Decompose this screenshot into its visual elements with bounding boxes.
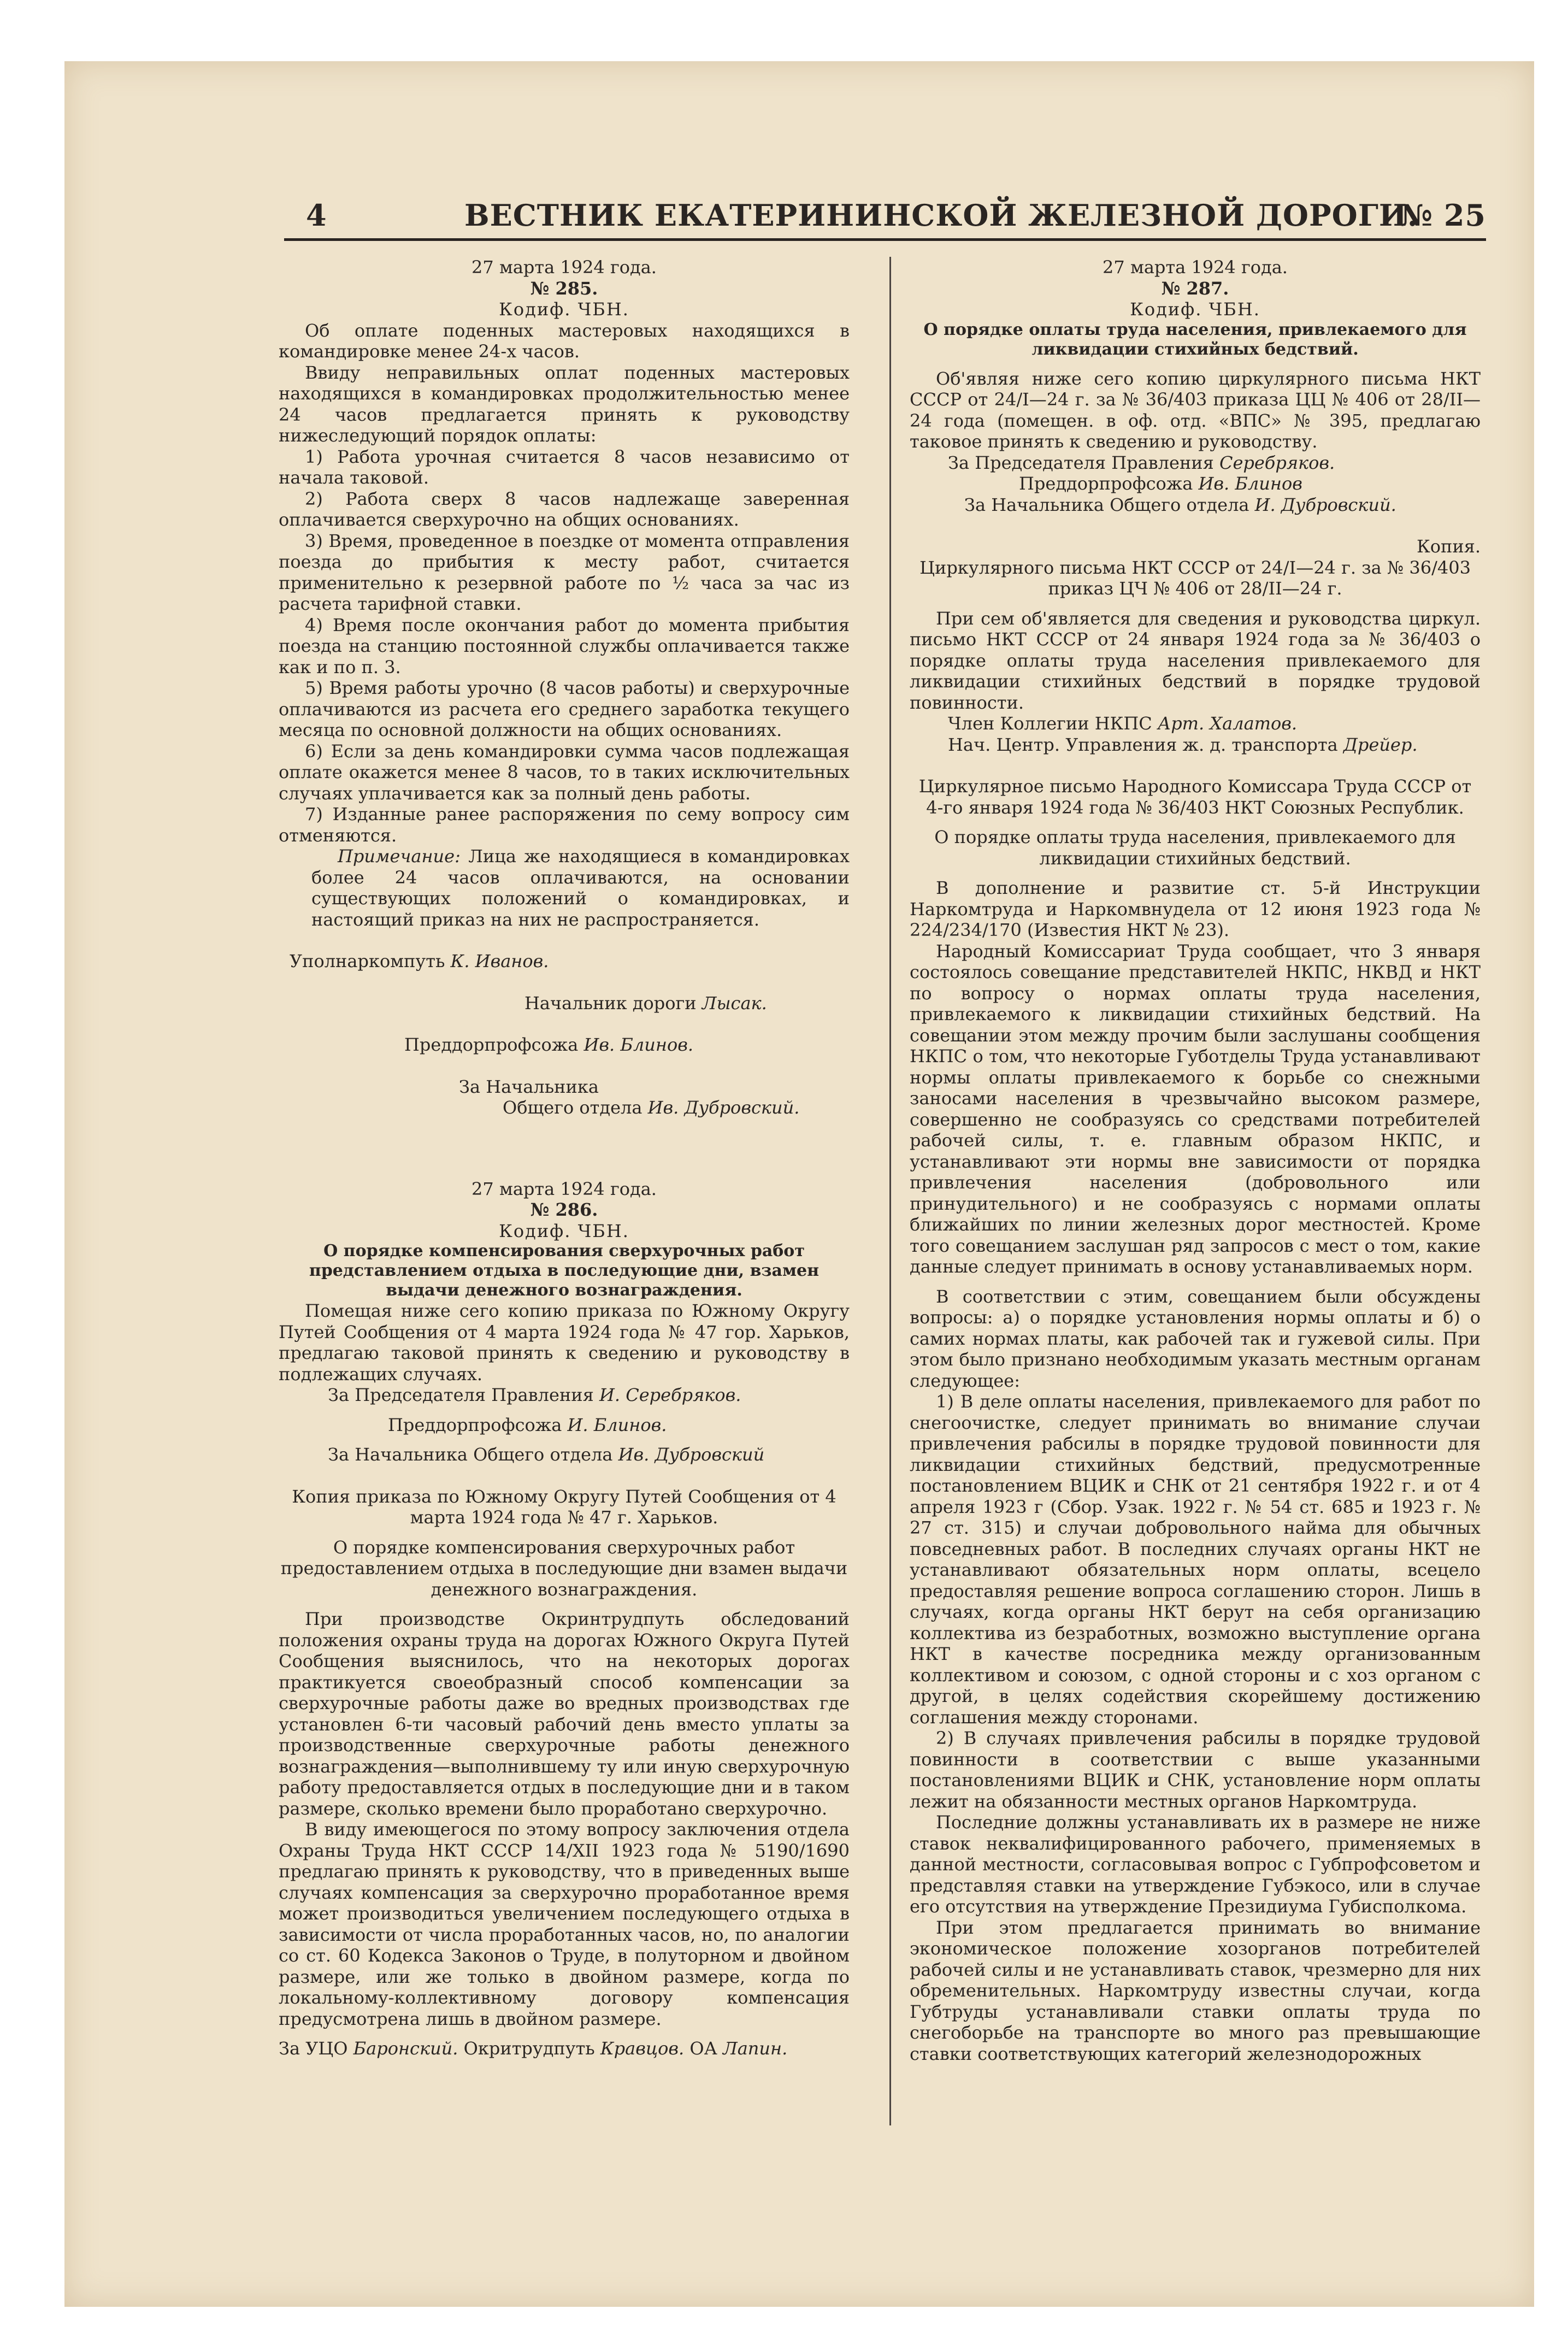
order-285 [279,257,850,1118]
signatory-name: Баронский. [353,2038,458,2059]
paragraph: 3) Время, проведенное в поездке от момента отправления поезда до прибытия к месту работ, считается применительно к резервной работе по ½ часа за час из расчета тарифной ставки. [279,530,850,614]
note [279,846,850,930]
signature: За Начальника Общего отдела И. Дубровский. [964,494,1396,515]
paragraph: 7) Изданные ранее распоряжения по сему вопросу сим отменяются. [279,804,850,846]
paragraph: При сем об'является для сведения и руководства циркул. письмо НКТ СССР от 24 января 1924 года за № 36/403 о порядке оплаты труда населения привлекаемого для ликвидации стихийных бедствий в порядке трудовой повинности. [910,608,1481,713]
order-date: 27 марта 1924 года. [471,1178,657,1199]
paragraph: 5) Время работы урочно (8 часов работы) и сверхурочные оплачиваются из расчета его среднего заработка текущего месяца по основной должности на общих основаниях. [279,678,850,740]
order-number: № 286. [530,1199,598,1220]
signatory-name: И. Дубровский. [1254,494,1396,515]
paragraph: При этом предлагается принимать во внимание экономическое положение хозорганов потребителей рабочей силы и не устанавливать ставок, чрезмерно для них обременительных. Наркомтруду известны случаи, когда Губтруды устанавливали ставки оплаты труда по снегоборьбе на транспорте во много раз превышающие ставки соответствующих категорий железнодорожных [910,1917,1481,2064]
signatory-name: Лапин. [723,2038,788,2059]
order-date: 27 марта 1924 года. [1103,257,1288,278]
signature: За Председателя Правления Серебряков. [948,452,1335,473]
signatory-name: Ив. Блинов. [583,1034,693,1055]
signatory-name: Арт. Халатов. [1157,713,1298,734]
left-column [279,257,850,2136]
signatory-name: Кравцов. [600,2038,685,2059]
order-number: № 285. [530,278,598,299]
paragraph: 6) Если за день командировки сумма часов подлежащая оплате окажется менее 8 часов, то в таких исключительных случаях уплачивается как за полный день работы. [279,740,850,804]
signatory-name: Ив. Блинов [1198,473,1302,494]
signature-role: За Начальника [459,1076,599,1097]
order-number: № 287. [1161,278,1229,299]
page-header [306,198,1486,233]
paragraph: Помещая ниже сего копию приказа по Южному Округу Путей Сообщения от 4 марта 1924 года № 47 гор. Харьков, предлагаю таковой принять к сведению и руководству в подлежащих случаях. [279,1300,850,1385]
order-286 [279,1179,850,2059]
right-column [910,257,1481,2136]
signatory-name: Ив. Дубровский [618,1444,765,1465]
closing-signatures: За УЦО Баронский. Окритрудпуть Кравцов. ОА Лапин. [279,2038,788,2059]
copy-label: Копия. [1416,536,1481,557]
signature: Начальник дороги Лысак. [524,992,767,1014]
paragraph: 2) В случаях привлечения рабсилы в порядке трудовой повинности в соответствии с выше указанными постановлениями ВЦИК и СНК, установление норм оплаты лежит на обязанности местных органов Наркомтруда. [910,1728,1481,1812]
paragraph: 4) Время после окончания работ до момента прибытия поезда на станцию постоянной службы оплачивается также как и по п. 3. [279,614,850,678]
signature: Уполнаркомпуть К. Иванов. [290,951,549,971]
order-heading: О порядке оплаты труда населения, привлекаемого для ликвидации стихийных бедствий. [923,320,1467,359]
signature: Член Коллегии НКПС Арт. Халатов. [948,713,1298,734]
paragraph: Об'являя ниже сего копию циркулярного письма НКТ СССР от 24/I—24 г. за № 36/403 приказа ЦЦ № 406 от 28/II—24 года (помещен. в оф. отд. «ВПС» № 395, предлагаю таковое принять к сведению и руководству. [910,368,1481,452]
order-subject: Об оплате поденных мастеровых находящихся в командировке менее 24-х часов. [279,320,850,362]
paragraph: 1) В деле оплаты населения, привлекаемого для работ по снегоочистке, следует принимать во внимание случаи привлечения рабсилы в порядке трудовой повинности для ликвидации стихийных бедствий, предусмотренные постановлением ВЦИК и СНК от 21 сентября 1922 г. и от 4 апреля 1923 г (Сбор. Узак. 1922 г. № 54 ст. 685 и 1923 г. № 27 ст. 315) и случаи добровольного найма для обычных повседневных работ. В последних случаях органы НКТ не устанавливают обязательных норм оплаты, всецело предоставляя решение вопроса соглашению сторон. Лишь в случаях, когда органы НКТ берут на себя организацию коллектива из безработных, возможно выступление органа НКТ в качестве посредника между организованным коллективом и союзом, с одной стороны и с хоз органом с другой, в целях содействия скорейшему достижению соглашения между сторонами. [910,1391,1481,1728]
signature: За Начальника Общего отдела Ив. Дубровский [328,1444,765,1465]
signatory-name: Ив. Дубровский. [647,1097,800,1118]
order-heading: О порядке компенсирования сверхурочных работ представлением отдыха в последующие дни, взамен выдачи денежного вознаграждения. [309,1241,820,1300]
copy-subject: О порядке компенсирования сверхурочных работ предоставлением отдыха в последующие дни взамен выдачи денежного вознаграждения. [280,1536,848,1600]
paragraph: При производстве Окринтрудпуть обследований положения охраны труда на дорогах Южного Округа Путей Сообщения выяснилось, что на некоторых дорогах практикуется своеобразный способ компенсации за сверхурочные работы даже во вредных производствах где установлен 6-ти часовый рабочий день вместо уплаты за производственные сверхурочные работы денежного вознаграждения—выполнившему ту или иную сверхурочную работу предоставляется отдых в последующие дни и в таком размере, сколько времени было проработано сверхурочно. [279,1609,850,1819]
signature: Нач. Центр. Управления ж. д. транспорта Дрейер. [948,734,1418,755]
copy-title: Копия приказа по Южному Округу Путей Сообщения от 4 марта 1924 года № 47 г. Харьков. [292,1486,836,1528]
signature: За Председателя Правления И. Серебряков. [328,1385,741,1405]
paragraph: Ввиду неправильных оплат поденных мастеровых находящихся в командировках продолжительностью менее 24 часов предлагается принять к руководству нижеследующий порядок оплаты: [279,362,850,446]
note-label: Примечание: [338,846,461,867]
page-number: 4 [306,198,327,233]
signatory-name: Лысак. [702,992,767,1014]
signatory-name: И. Серебряков. [599,1385,741,1405]
signature: Преддорпрофсожа И. Блинов. [388,1414,667,1435]
order-codification: Кодиф. ЧБН. [499,1220,629,1241]
paragraph: В соответствии с этим, совещанием были обсуждены вопросы: а) о порядке установления нормы оплаты и б) о самих нормах платы, как рабочей так и гужевой силы. При этом было признано необходимым указать местным органам следующее: [910,1286,1481,1391]
order-codification: Кодиф. ЧБН. [1130,299,1260,320]
note-text: Лица же находящиеся в командировках более 24 часов оплачиваются, на основании существующих положений о командировках, и настоящий приказ на них не распространяется. [311,846,850,930]
order-codification: Кодиф. ЧБН. [499,299,629,320]
signatory-name: Серебряков. [1219,452,1335,473]
paragraph: Народный Комиссариат Труда сообщает, что 3 января состоялось совещание представителей НКПС, НКВД и НКТ по вопросу о нормах оплаты труда населения, привлекаемого к ликвидации стихийных бедствий. На совещании этом между прочим были заслушаны сообщения НКПС о том, что некоторые Губотделы Труда устанавливают нормы оплаты привлекаемого к борьбе со снежными заносами населения в чрезвычайно высоком размере, совершенно не сообразуясь со средствами потребителей рабочей силы, т. е. главным образом НКПС, и устанавливают эти нормы вне зависимости от порядка привлечения населения (добровольного или принудительного) и не сообразуясь с нормами оплаты ближайших по линии железных дорог местностей. Кроме того совещанием заслушан ряд запросов с мест о том, какие данные следует принимать в основу устанавливаемых норм. [910,940,1481,1277]
order-287 [910,257,1481,2064]
paragraph: Последние должны устанавливать их в размере не ниже ставок неквалифицированного рабочего, применяемых в данной местности, согласовывая вопрос с Губпрофсоветом и представляя ставки на утверждение Губэкосо, или в случае его отсутствия на утверждение Президиума Губисполкома. [910,1812,1481,1917]
header-rule [284,238,1486,241]
circular-title: Циркулярного письма НКТ СССР от 24/I—24 г. за № 36/403 приказ ЦЧ № 406 от 28/II—24 г. [919,557,1471,599]
issue-number: № 25 [1400,198,1486,233]
paragraph: В дополнение и развитие ст. 5-й Инструкции Наркомтруда и Наркомвнудела от 12 июня 1923 года № 224/234/170 (Известия НКТ № 23). [910,877,1481,940]
letter-title: Циркулярное письмо Народного Комиссара Труда СССР от 4-го января 1924 года № 36/403 НКТ Союзных Республик. [918,776,1472,818]
signatory-name: Дрейер. [1343,734,1418,755]
signatory-name: И. Блинов. [567,1414,667,1435]
signature: Общего отдела Ив. Дубровский. [503,1097,800,1118]
paragraph: 1) Работа урочная считается 8 часов независимо от начала таковой. [279,446,850,488]
signatory-name: К. Иванов. [450,951,549,971]
column-divider [889,257,891,2125]
order-date: 27 марта 1924 года. [471,257,657,278]
newspaper-title: ВЕСТНИК ЕКАТЕРИНИНСКОЙ ЖЕЛЕЗНОЙ ДОРОГИ. [464,198,1418,233]
letter-subject: О порядке оплаты труда населения, привлекаемого для ликвидации стихийных бедствий. [934,827,1456,869]
paragraph: В виду имеющегося по этому вопросу заключения отдела Охраны Труда НКТ СССР 14/XII 1923 года № 5190/1690 предлагаю принять к руководству, что в приведенных выше случаях компенсация за сверхурочно проработанное время может производиться увеличением последующего отдыха в зависимости от числа проработанных часов, но, по аналогии со ст. 60 Кодекса Законов о Труде, в полуторном и двойном размере, или же только в двойном размере, когда по локальному-коллективному договору компенсация предусмотрена лишь в двойном размере. [279,1819,850,2029]
paragraph: 2) Работа сверх 8 часов надлежаще заверенная оплачивается сверхурочно на общих основаниях. [279,488,850,530]
signature: Преддорпрофсожа Ив. Блинов [1019,473,1302,494]
signature: Преддорпрофсожа Ив. Блинов. [404,1034,693,1055]
